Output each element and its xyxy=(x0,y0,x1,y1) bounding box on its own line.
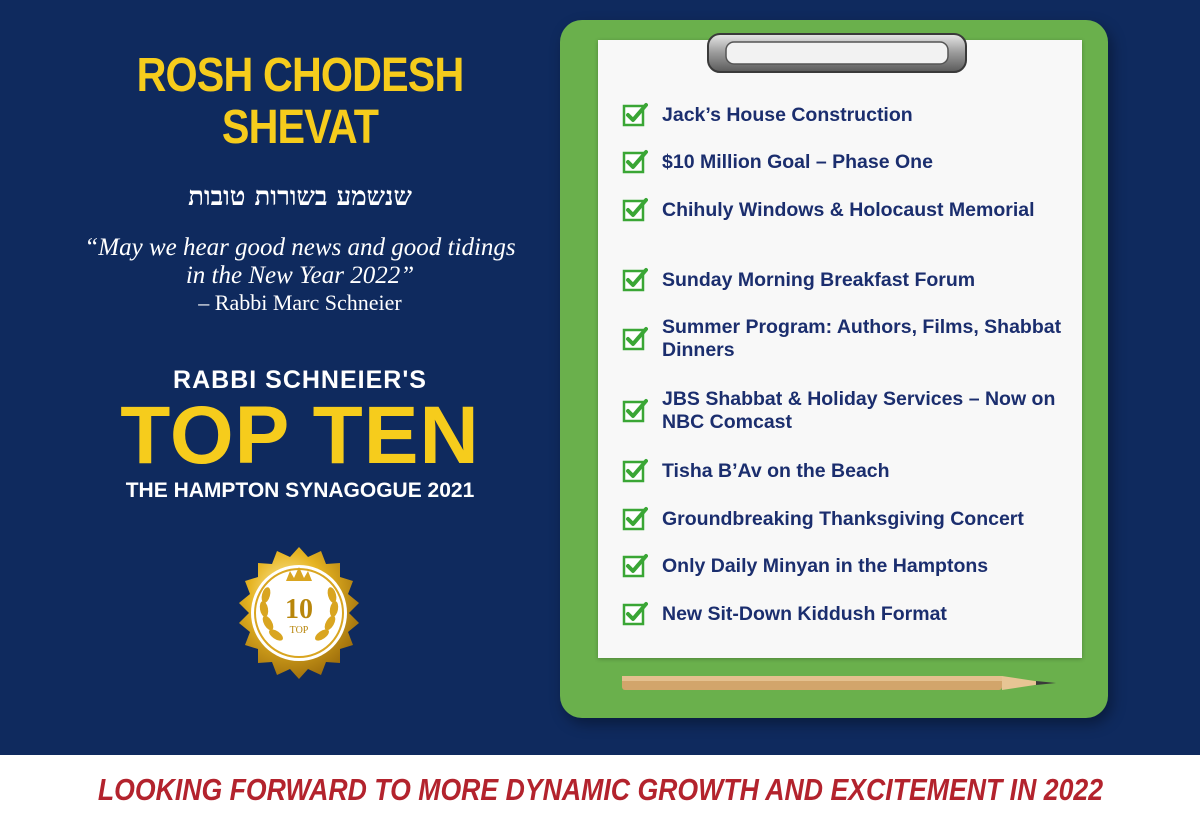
list-item xyxy=(622,388,1062,434)
title-line-1: ROSH CHODESH xyxy=(136,49,464,102)
list-item-label: Tisha B’Av on the Beach xyxy=(662,459,890,482)
checkbox-checked-icon xyxy=(622,458,648,484)
list-item xyxy=(622,553,1062,579)
badge-label: TOP xyxy=(289,625,309,636)
list-item xyxy=(622,267,1062,293)
left-column xyxy=(40,50,560,503)
list-item-label: Groundbreaking Thanksgiving Concert xyxy=(662,507,1024,530)
list-item xyxy=(622,149,1062,175)
checkbox-checked-icon xyxy=(622,149,648,175)
quote-line-1: “May we hear good news and good tidings xyxy=(84,234,516,261)
list-item-label: $10 Million Goal – Phase One xyxy=(662,150,933,173)
checkbox-checked-icon xyxy=(622,267,648,293)
list-item-label: Only Daily Minyan in the Hamptons xyxy=(662,554,989,577)
quote-attribution: – Rabbi Marc Schneier xyxy=(198,290,402,315)
list-item xyxy=(622,197,1062,223)
checkbox-checked-icon xyxy=(622,197,648,223)
checkbox-checked-icon xyxy=(622,506,648,532)
list-item xyxy=(622,102,1062,128)
main-title xyxy=(76,50,523,154)
quote-line-2: in the New Year 2022” xyxy=(185,262,415,289)
checkbox-checked-icon xyxy=(622,601,648,627)
footer-text: LOOKING FORWARD TO MORE DYNAMIC GROWTH AND EXCITEMENT IN 2022 xyxy=(97,772,1103,807)
top-ten-title: TOP TEN xyxy=(120,390,480,481)
list-item-label: Summer Program: Authors, Films, Shabbat Dinners xyxy=(662,316,1062,361)
list-item-label: JBS Shabbat & Holiday Services – Now on NBC Comcast xyxy=(662,388,1056,433)
pencil-icon xyxy=(620,672,1060,694)
title-line-2: SHEVAT xyxy=(221,101,379,154)
list-item-label: Sunday Morning Breakfast Forum xyxy=(662,268,976,291)
list-item-label: Chihuly Windows & Holocaust Memorial xyxy=(662,198,1035,221)
checkbox-checked-icon xyxy=(622,326,648,352)
checkbox-checked-icon xyxy=(622,398,648,424)
footer-banner xyxy=(0,755,1200,825)
list-item xyxy=(622,316,1062,362)
hebrew-blessing: שנשמע בשורות טובות xyxy=(188,182,412,212)
organization-line: THE HAMPTON SYNAGOGUE 2021 xyxy=(125,479,475,502)
clipboard-clip-icon xyxy=(702,28,972,78)
badge-number: 10 xyxy=(285,594,313,625)
list-item xyxy=(622,458,1062,484)
checkbox-checked-icon xyxy=(622,102,648,128)
checkbox-checked-icon xyxy=(622,553,648,579)
crown-laurel-seal-icon xyxy=(230,545,368,683)
list-item xyxy=(622,506,1062,532)
list-item-label: New Sit-Down Kiddush Format xyxy=(662,602,947,625)
list-item-label: Jack’s House Construction xyxy=(662,103,913,126)
quote xyxy=(40,234,560,290)
list-item xyxy=(622,601,1062,627)
subtitle: RABBI SCHNEIER'S xyxy=(173,366,427,394)
